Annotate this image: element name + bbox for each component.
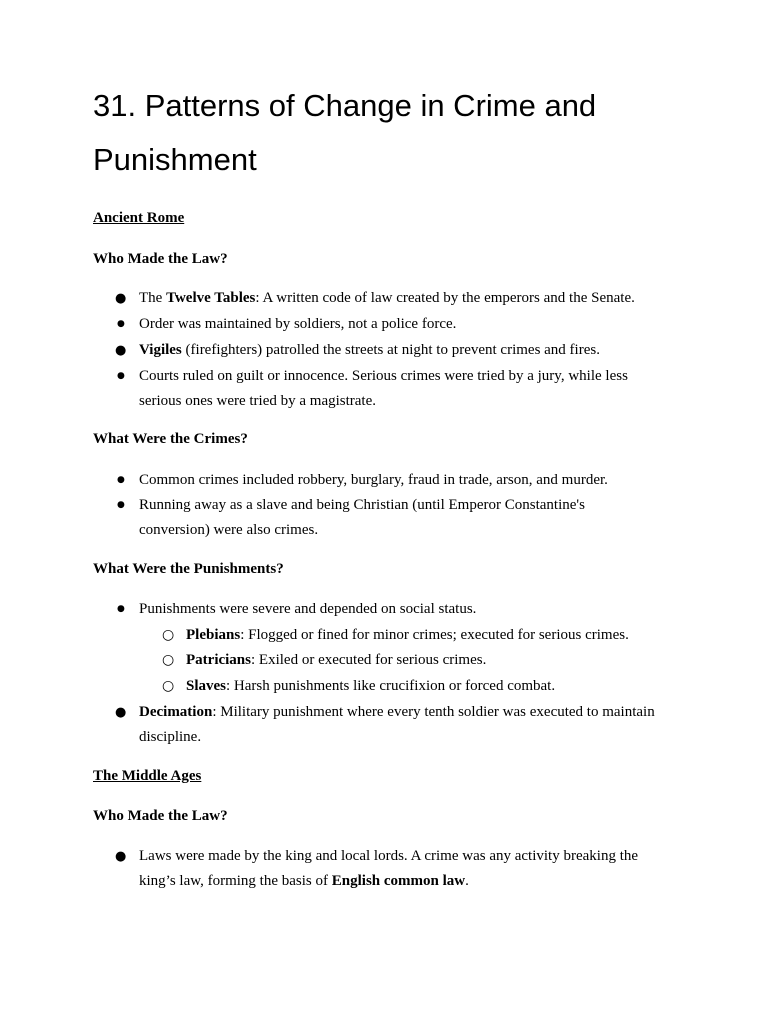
- bold-term: Decimation: [139, 704, 213, 720]
- text: : A written code of law created by the emperors and the Senate.: [255, 290, 635, 306]
- subheading-who-made-law-rome: Who Made the Law?: [93, 251, 228, 267]
- section-heading-ancient-rome: Ancient Rome: [93, 210, 185, 226]
- page-title: [93, 79, 693, 187]
- bold-term: English common law: [331, 873, 466, 889]
- sub-list-item: [162, 648, 686, 673]
- text: Common crimes included robbery, burglary, fraud in trade, arson, and murder.: [139, 472, 608, 488]
- hollow-bullet-icon: ○: [162, 652, 175, 668]
- text: .: [465, 873, 469, 889]
- bullet-icon: ●: [117, 604, 125, 614]
- text: king’s law, forming the basis of: [139, 873, 332, 889]
- hollow-bullet-icon: ○: [162, 627, 175, 643]
- subheading-who-made-law-middle-ages: Who Made the Law?: [93, 808, 228, 824]
- text: discipline.: [139, 729, 202, 745]
- list-item: [117, 597, 684, 622]
- bold-term: Vigiles: [139, 342, 182, 358]
- text: Order was maintained by soldiers, not a police force.: [139, 316, 457, 332]
- title-line-2: Punishment: [93, 142, 257, 177]
- list-item: [115, 844, 684, 894]
- sub-list-item: [162, 623, 686, 648]
- sub-list-item: [162, 674, 686, 699]
- list-item: [117, 312, 684, 337]
- list-item: [117, 364, 684, 414]
- title-line-1: 31. Patterns of Change in Crime and: [93, 88, 597, 123]
- bullet-icon: ●: [117, 475, 125, 485]
- text: (firefighters) patrolled the streets at night to prevent crimes and fires.: [181, 342, 600, 358]
- bullet-icon: ●: [117, 500, 125, 510]
- bold-term: Plebians: [186, 627, 241, 643]
- text: : Harsh punishments like crucifixion or forced combat.: [226, 678, 556, 694]
- text: conversion) were also crimes.: [139, 522, 319, 538]
- list-item: [115, 286, 684, 311]
- bold-term: Slaves: [186, 678, 227, 694]
- text: Punishments were severe and depended on social status.: [139, 601, 477, 617]
- bullet-icon: ●: [115, 849, 127, 864]
- text: Running away as a slave and being Christian (until Emperor Constantine's: [139, 497, 585, 513]
- text: Laws were made by the king and local lords. A crime was any activity breaking the: [139, 848, 639, 864]
- bullet-icon: ●: [115, 705, 127, 720]
- bullet-icon: ●: [115, 291, 127, 306]
- bullet-icon: ●: [115, 343, 127, 358]
- text: serious ones were tried by a magistrate.: [139, 393, 377, 409]
- list-item: [115, 700, 684, 750]
- subheading-crimes-rome: What Were the Crimes?: [93, 431, 248, 447]
- text: : Military punishment where every tenth soldier was executed to maintain: [212, 704, 655, 720]
- section-heading-middle-ages: The Middle Ages: [93, 768, 202, 784]
- list-item: [115, 338, 684, 363]
- text: Courts ruled on guilt or innocence. Serious crimes were tried by a jury, while less: [139, 368, 628, 384]
- text: The: [139, 290, 167, 306]
- bullet-icon: ●: [117, 371, 125, 381]
- subheading-punishments-rome: What Were the Punishments?: [93, 561, 284, 577]
- text: : Flogged or fined for minor crimes; executed for serious crimes.: [240, 627, 629, 643]
- bullet-icon: ●: [117, 319, 125, 329]
- bold-term: Twelve Tables: [166, 290, 256, 306]
- list-item: [117, 468, 684, 493]
- list-item: [117, 493, 684, 543]
- text: : Exiled or executed for serious crimes.: [251, 652, 487, 668]
- bold-term: Patricians: [186, 652, 251, 668]
- hollow-bullet-icon: ○: [162, 678, 175, 694]
